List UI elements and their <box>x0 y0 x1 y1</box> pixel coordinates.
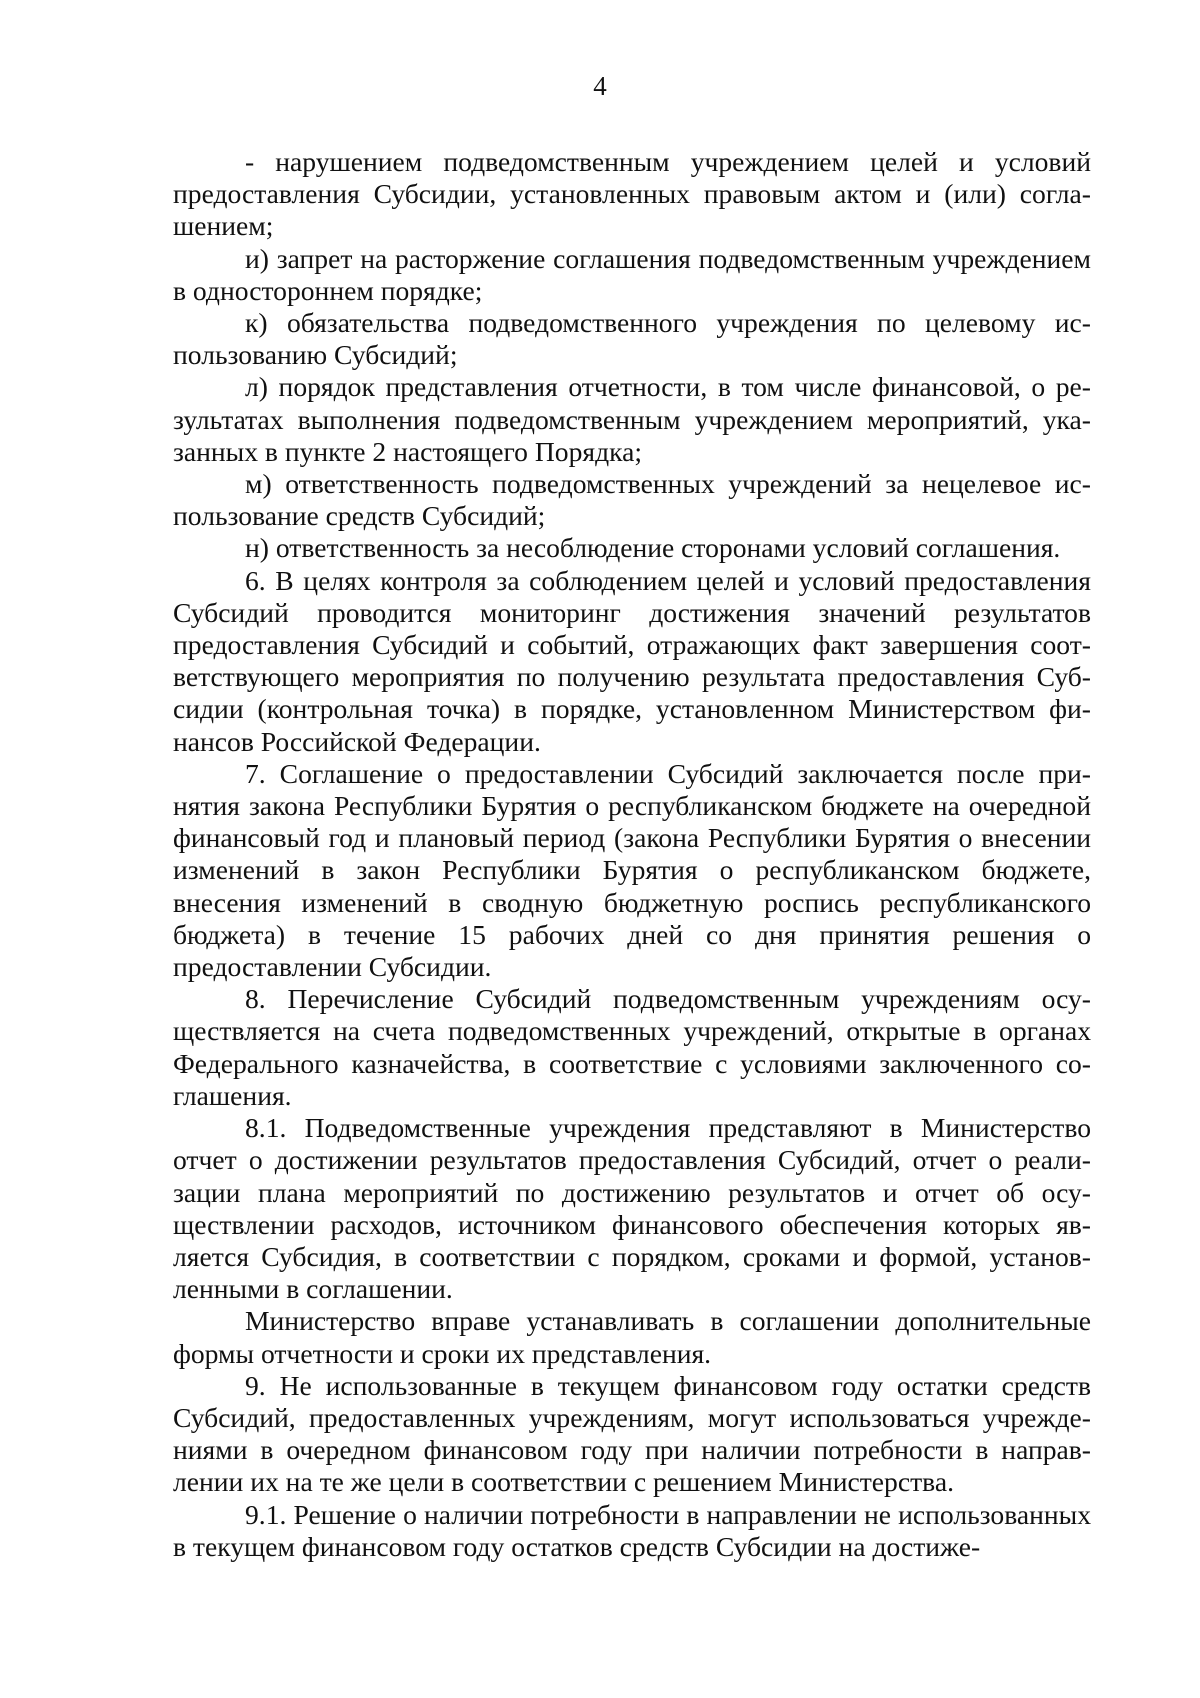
paragraph: к) обязательства подведомственного учреждения по целевому использованию Субсидий; <box>173 307 1091 371</box>
paragraph: 6. В целях контроля за соблюдением целей и условий предоставления Субсидий проводится мониторинг достижения значений результатов предоставления Субсидий и событий, отражающих факт завершения соответствующего мероприятия по получению результата предоставления Субсидии (контрольная точка) в порядке, установленном Министерством финансов Российской Федерации. <box>173 564 1091 757</box>
page-number: 4 <box>593 71 607 101</box>
document-body <box>173 146 1091 1563</box>
paragraph: 9.1. Решение о наличии потребности в направлении не использованных в текущем финансовом году остатков средств Субсидии на достиже- <box>173 1498 1091 1562</box>
paragraph: 8.1. Подведомственные учреждения представляют в Министерство отчет о достижении результатов предоставления Субсидий, отчет о реализации плана мероприятий по достижению результатов и отчет об осуществлении расходов, источником финансового обеспечения которых является Субсидия, в соответствии с порядком, сроками и формой, установленными в соглашении. <box>173 1112 1091 1305</box>
paragraph: - нарушением подведомственным учреждением целей и условий предоставления Субсидии, установленных правовым актом и (или) соглашением; <box>173 146 1091 242</box>
paragraph: н) ответственность за несоблюдение сторонами условий соглашения. <box>245 532 1061 564</box>
paragraph: м) ответственность подведомственных учреждений за нецелевое использование средств Субсидий; <box>173 468 1091 532</box>
paragraph: 8. Перечисление Субсидий подведомственным учреждениям осуществляется на счета подведомственных учреждений, открытые в органах Федерального казначейства, в соответствие с условиями заключенного соглашения. <box>173 983 1091 1111</box>
paragraph: 9. Не использованные в текущем финансовом году остатки средств Субсидий, предоставленных учреждениям, могут использоваться учреждениями в очередном финансовом году при наличии потребности в направлении их на те же цели в соответствии с решением Министерства. <box>173 1369 1091 1498</box>
paragraph: л) порядок представления отчетности, в том числе финансовой, о результатах выполнения подведомственным учреждением мероприятий, указанных в пункте 2 настоящего Порядка; <box>173 371 1091 467</box>
paragraph: Министерство вправе устанавливать в соглашении дополнительные формы отчетности и сроки их представления. <box>173 1305 1091 1369</box>
paragraph: 7. Соглашение о предоставлении Субсидий заключается после принятия закона Республики Бурятия о республиканском бюджете на очередной финансовый год и плановый период (закона Республики Бурятия о внесении изменений в закон Республики Бурятия о республиканском бюджете, внесения изменений в сводную бюджетную роспись республиканского бюджета) в течение 15 рабочих дней со дня принятия решения о предоставлении Субсидии. <box>173 757 1091 983</box>
paragraph: и) запрет на расторжение соглашения подведомственным учреждением в одностороннем порядке; <box>173 242 1091 306</box>
